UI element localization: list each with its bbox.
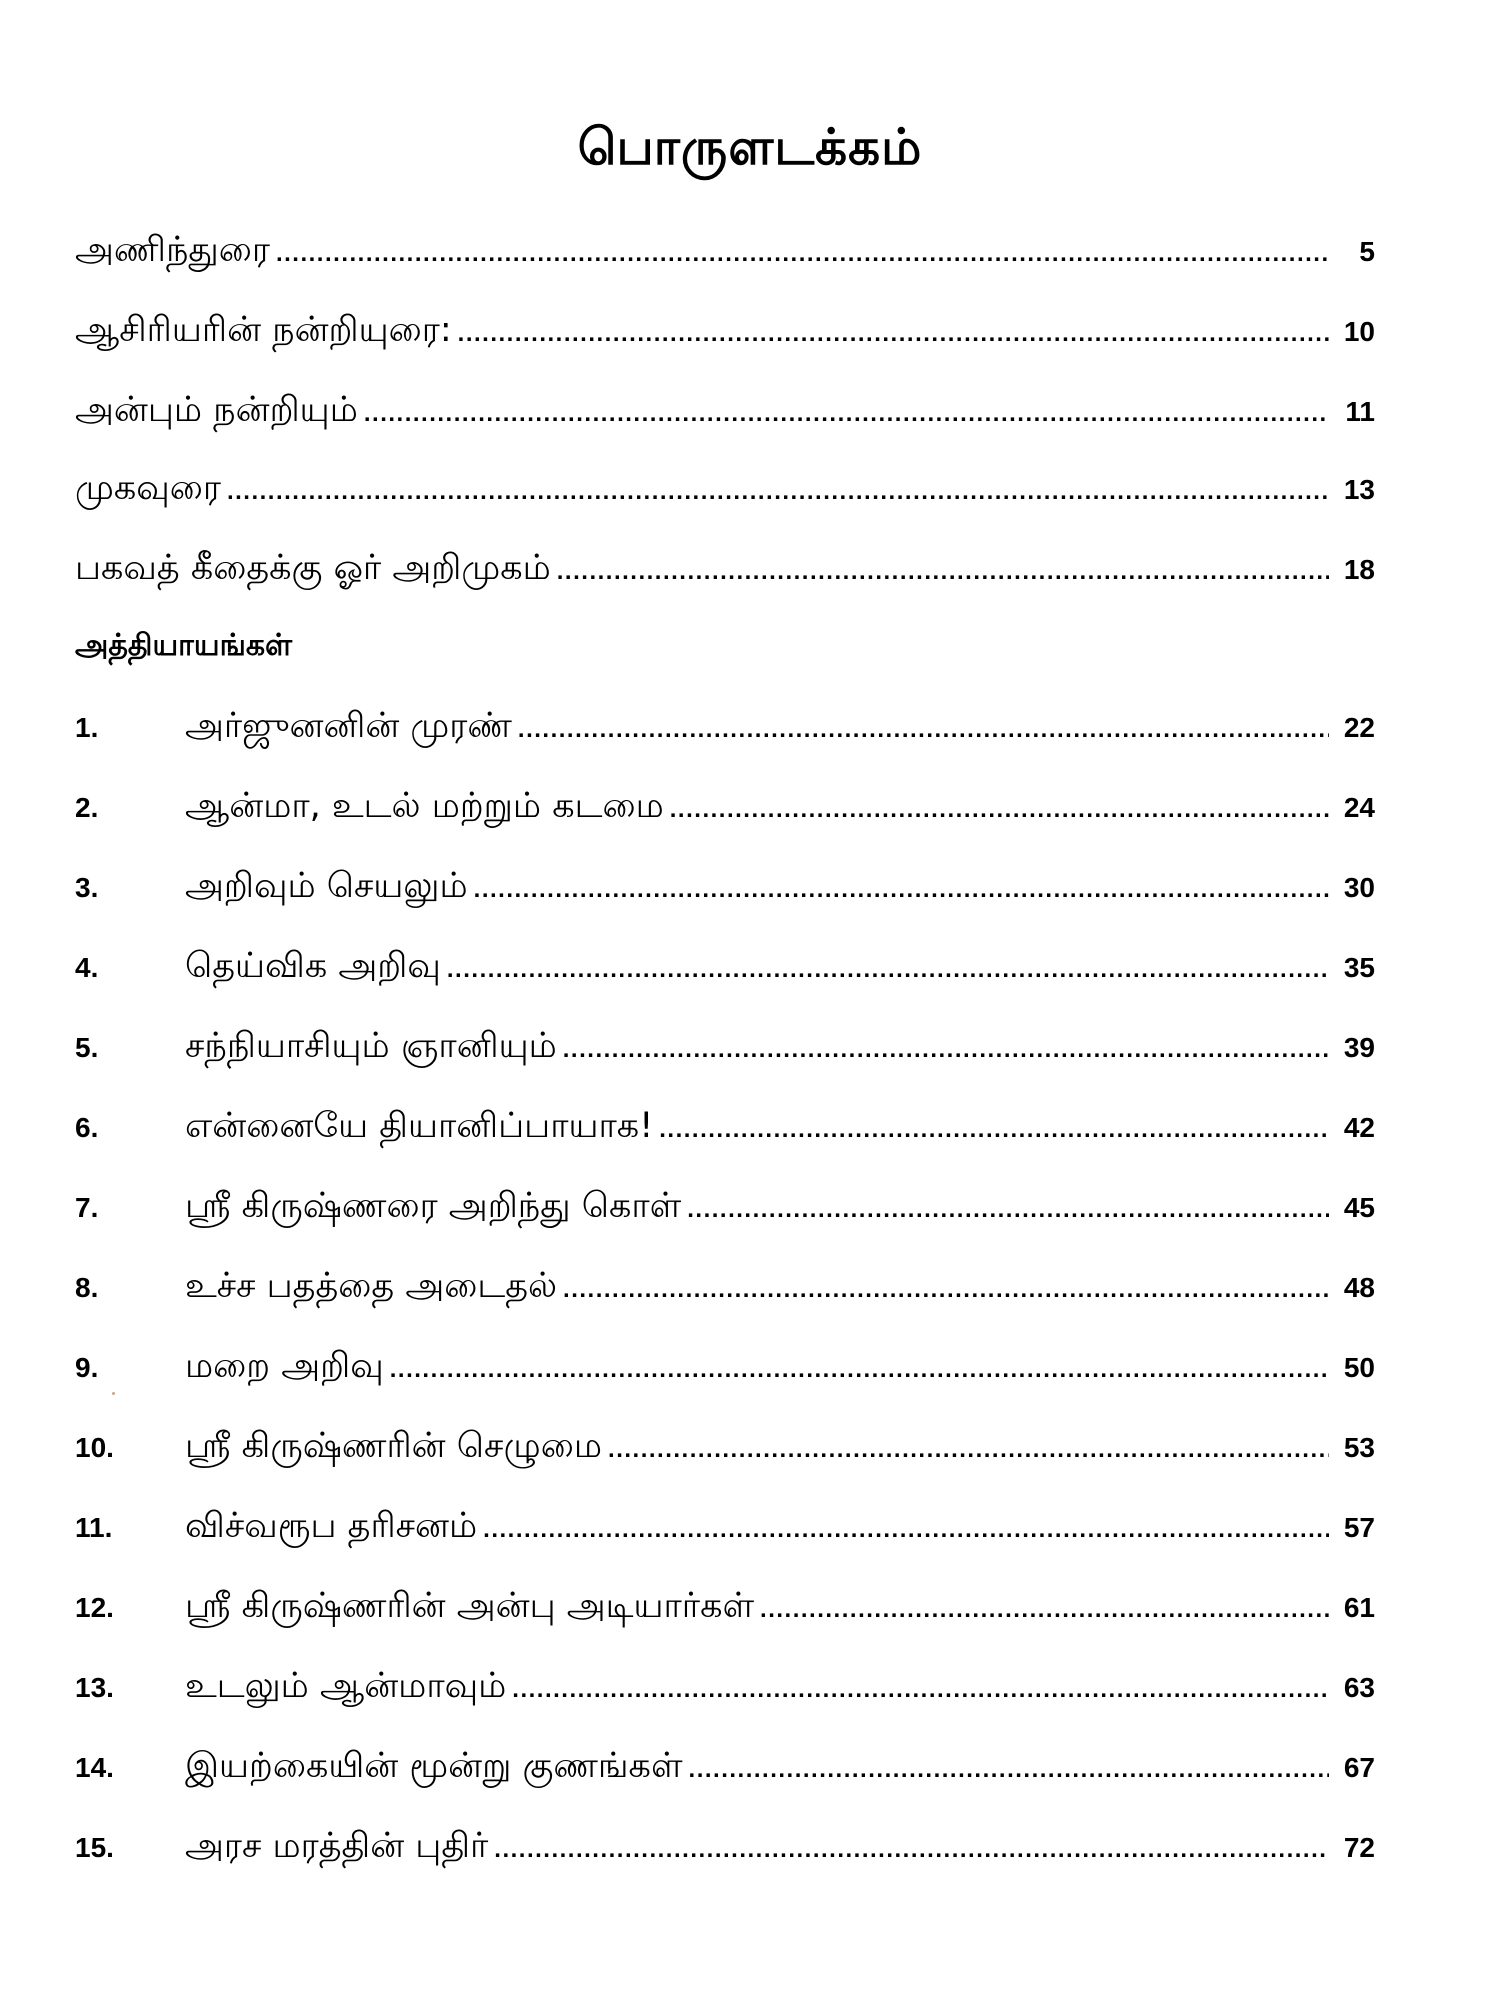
chapter-number: 7. [75,1192,99,1223]
chapter-entry[interactable] [75,1506,1375,1566]
dot-leader [494,1836,1329,1864]
dot-leader [390,1356,1329,1384]
chapter-title: ஸ்ரீ கிருஷ்ணரை அறிந்து கொள் [185,1186,682,1226]
chapter-page: 30 [1343,872,1375,903]
chapter-entry[interactable] [75,1266,1375,1326]
chapter-number: 6. [75,1112,99,1143]
toc-entry-label: அன்பும் நன்றியும் [75,390,358,430]
chapter-title: தெய்விக அறிவு [185,946,441,986]
chapter-entry[interactable] [75,1666,1375,1726]
chapter-entry[interactable] [75,866,1375,926]
chapter-title: ஸ்ரீ கிருஷ்ணரின் செழுமை [185,1426,603,1466]
toc-entry-page: 18 [1343,554,1375,585]
toc-entry-page: 11 [1345,396,1375,427]
chapter-number: 9. [75,1352,99,1383]
chapter-title: அரச மரத்தின் புதிர் [185,1826,489,1866]
chapter-page: 39 [1343,1032,1375,1063]
chapter-number: 14. [75,1752,114,1783]
chapter-number: 2. [75,792,99,823]
dot-leader [557,558,1329,586]
toc-entry-page: 10 [1343,316,1375,347]
chapter-number: 10. [75,1432,114,1463]
chapter-number: 12. [75,1592,114,1623]
dot-leader [563,1036,1329,1064]
chapter-page: 72 [1343,1832,1375,1863]
chapter-title: ஆன்மா, உடல் மற்றும் கடமை [185,786,664,826]
chapter-number: 15. [75,1832,114,1863]
chapter-number: 13. [75,1672,114,1703]
chapter-number: 1. [75,712,99,743]
chapter-entry[interactable] [75,1826,1375,1886]
chapter-page: 67 [1343,1752,1375,1783]
dot-leader [474,876,1329,904]
toc-entry-page: 5 [1359,236,1375,267]
toc-entry-label: முகவுரை [75,468,221,508]
chapter-page: 22 [1343,712,1375,743]
chapter-page: 53 [1343,1432,1375,1463]
dot-leader [483,1516,1329,1544]
toc-entry-label: பகவத் கீதைக்கு ஓர் அறிமுகம் [75,548,551,588]
dot-leader [364,400,1329,428]
chapter-number: 11. [75,1512,113,1543]
chapter-title: சந்நியாசியும் ஞானியும் [185,1026,557,1066]
chapter-page: 45 [1343,1192,1375,1223]
dot-leader [447,956,1329,984]
chapter-page: 61 [1343,1592,1375,1623]
dot-leader [518,716,1329,744]
chapter-number: 4. [75,952,99,983]
dot-leader [689,1756,1329,1784]
chapter-page: 24 [1343,792,1375,823]
toc-entry[interactable] [75,230,1375,290]
chapter-entry[interactable] [75,706,1375,766]
chapter-entry[interactable] [75,1106,1375,1166]
chapter-number: 3. [75,872,99,903]
dot-leader [760,1596,1329,1624]
paper-speck [112,1392,115,1395]
chapter-title: அர்ஜுனனின் முரண் [185,706,512,746]
toc-entry-label: ஆசிரியரின் நன்றியுரை: [75,310,452,350]
chapter-title: அறிவும் செயலும் [185,866,468,906]
chapter-title: மறை அறிவு [185,1346,384,1386]
chapter-page: 48 [1343,1272,1375,1303]
chapter-title: உடலும் ஆன்மாவும் [185,1666,507,1706]
toc-entry[interactable] [75,548,1375,608]
chapter-entry[interactable] [75,1426,1375,1486]
dot-leader [276,240,1329,268]
dot-leader [458,320,1329,348]
page-title: பொருளடக்கம் [577,118,923,176]
chapter-entry[interactable] [75,1026,1375,1086]
dot-leader [512,1676,1329,1704]
dot-leader [563,1276,1329,1304]
dot-leader [670,796,1329,824]
dot-leader [227,478,1329,506]
chapter-page: 50 [1343,1352,1375,1383]
dot-leader [687,1196,1329,1224]
chapter-title: இயற்கையின் மூன்று குணங்கள் [185,1746,683,1786]
chapter-title: என்னையே தியானிப்பாயாக! [185,1106,654,1146]
chapter-title: ஸ்ரீ கிருஷ்ணரின் அன்பு அடியார்கள் [185,1586,755,1626]
chapter-page: 42 [1343,1112,1375,1143]
chapter-title: விச்வரூப தரிசனம் [185,1506,478,1546]
chapter-entry[interactable] [75,1586,1375,1646]
toc-entry[interactable] [75,390,1375,450]
toc-entry-label: அணிந்துரை [75,230,270,270]
chapter-number: 8. [75,1272,99,1303]
chapters-heading: அத்தியாயங்கள் [75,628,293,663]
chapter-page: 35 [1343,952,1375,983]
chapter-entry[interactable] [75,786,1375,846]
dot-leader [608,1436,1329,1464]
chapter-entry[interactable] [75,946,1375,1006]
toc-entry-page: 13 [1343,474,1375,505]
chapter-entry[interactable] [75,1746,1375,1806]
chapter-page: 57 [1343,1512,1375,1543]
chapter-number: 5. [75,1032,99,1063]
chapter-page: 63 [1343,1672,1375,1703]
chapter-entry[interactable] [75,1186,1375,1246]
toc-entry[interactable] [75,310,1375,370]
chapter-entry[interactable] [75,1346,1375,1406]
dot-leader [659,1116,1329,1144]
toc-entry[interactable] [75,468,1375,528]
chapter-title: உச்ச பதத்தை அடைதல் [185,1266,558,1306]
